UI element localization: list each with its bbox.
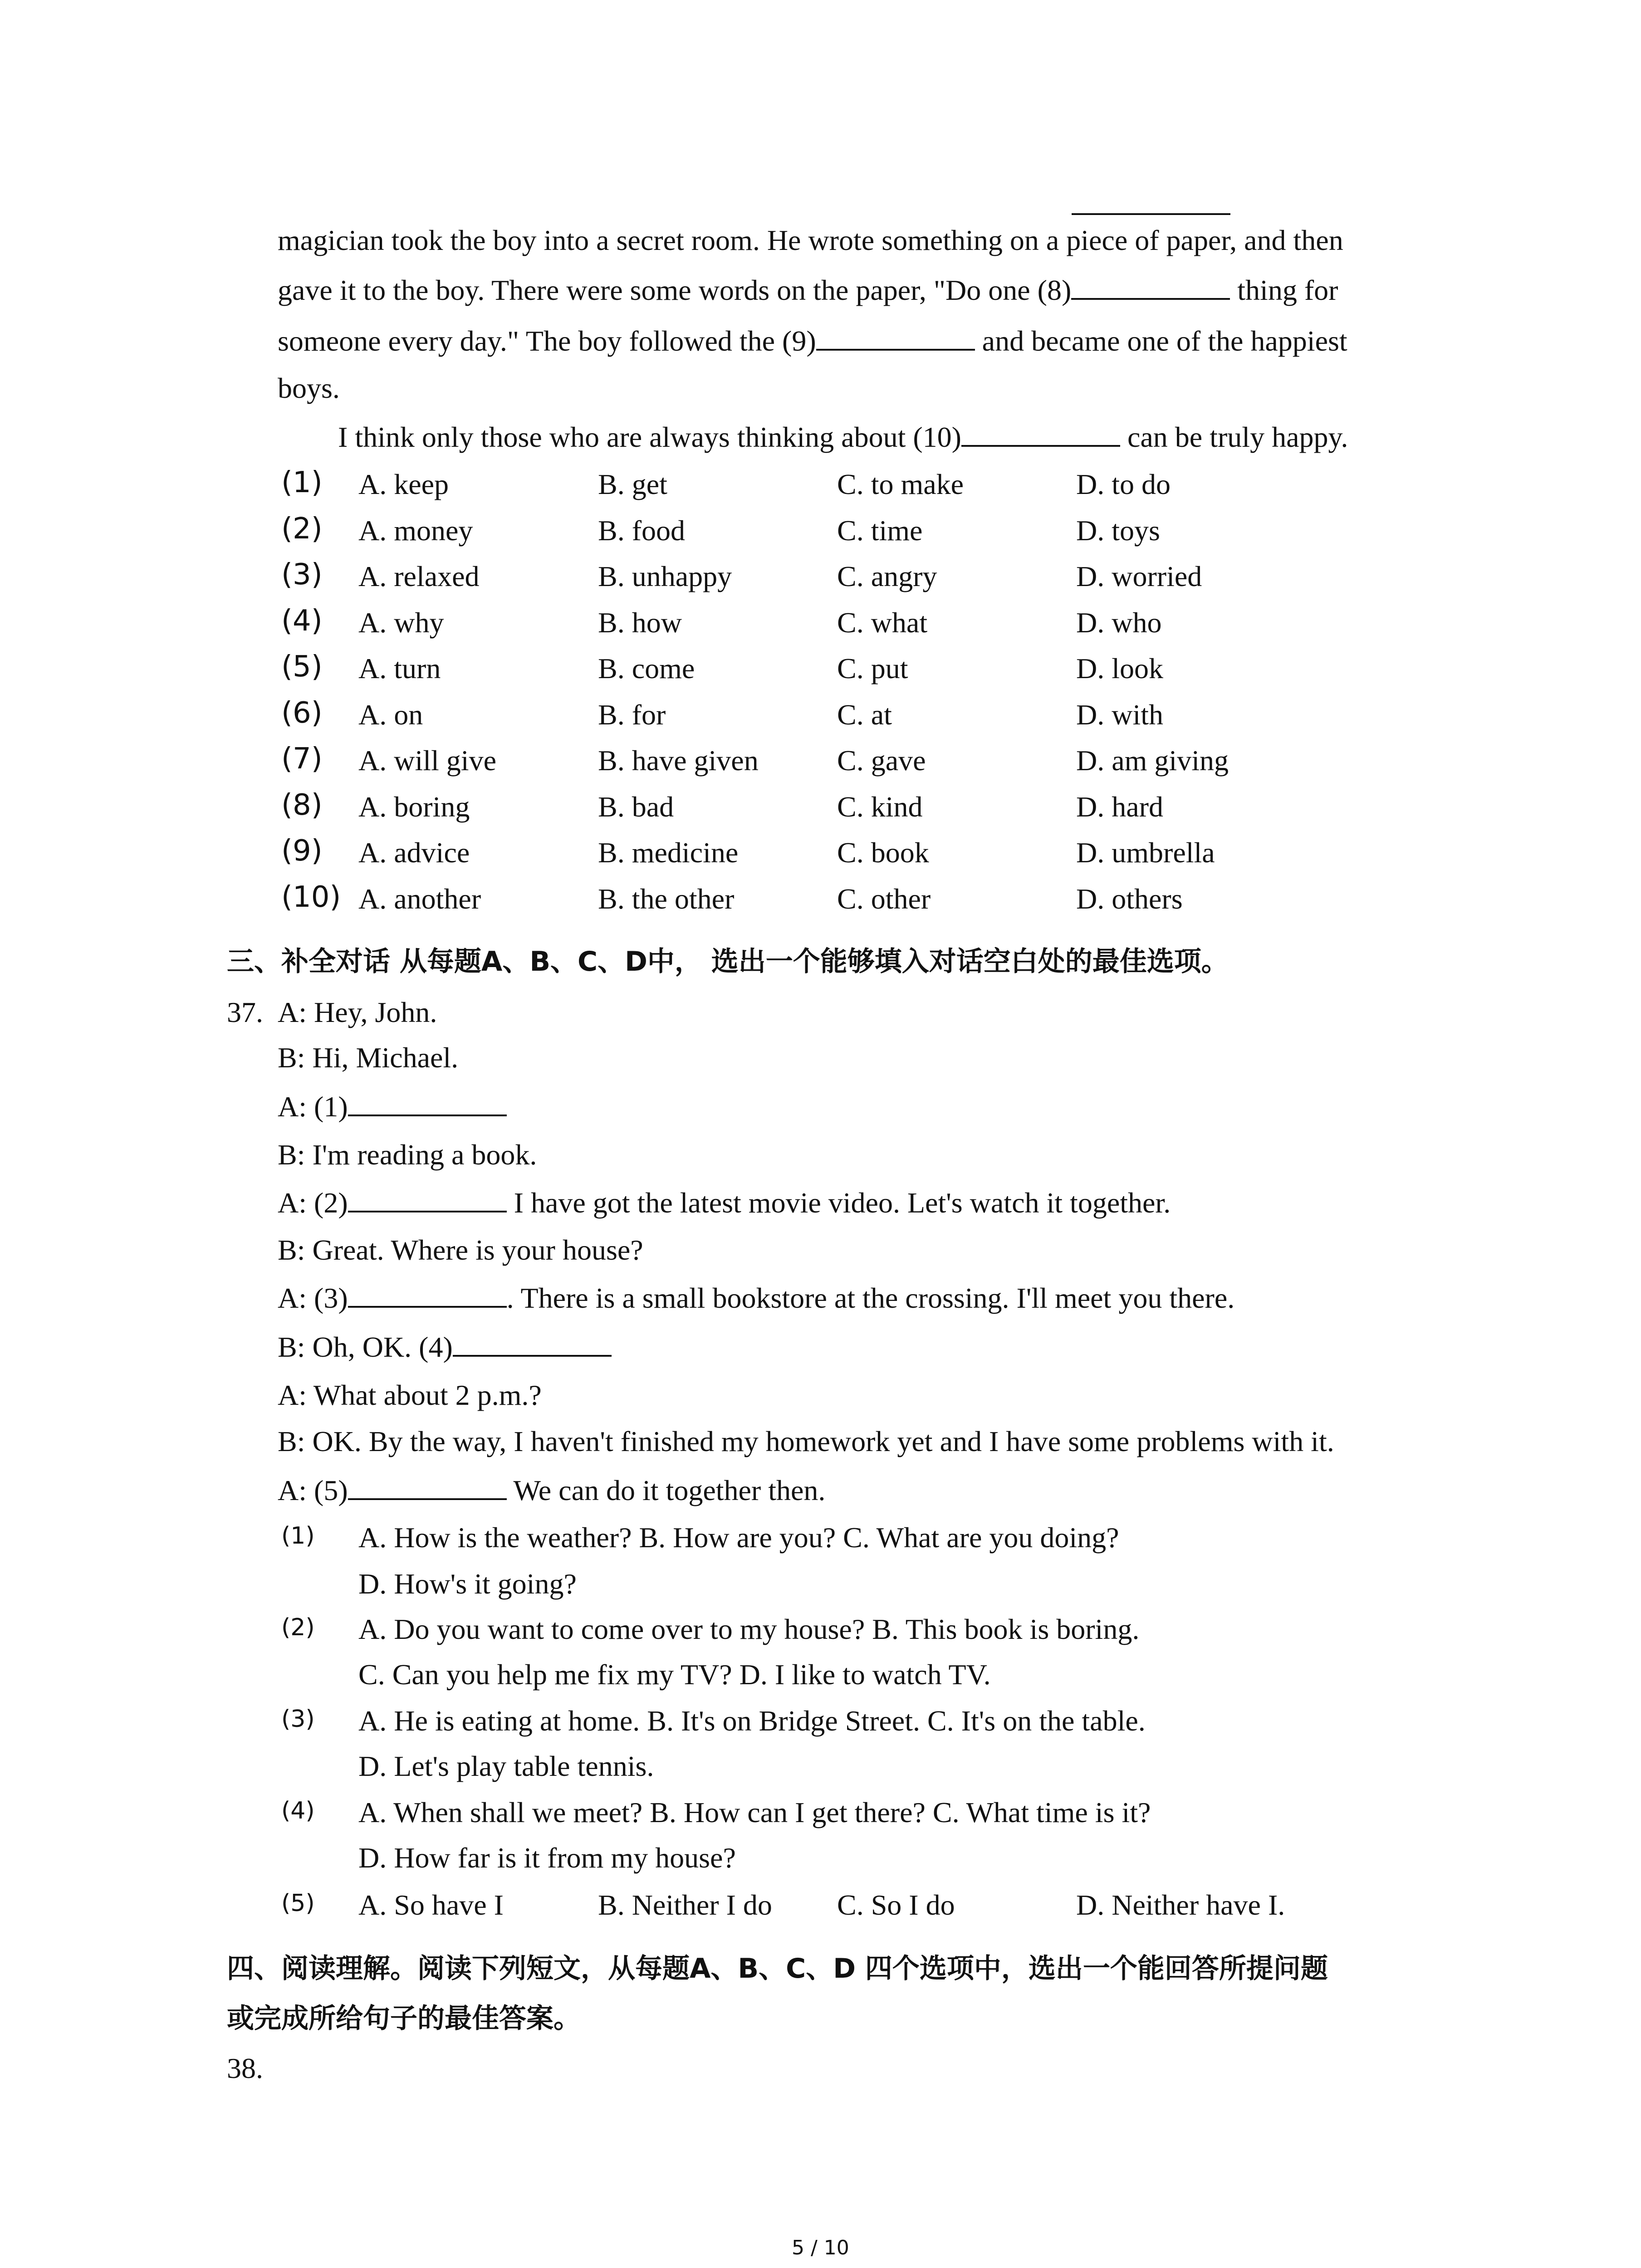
option-number: (4) bbox=[281, 604, 323, 638]
option-b: B. get bbox=[598, 468, 667, 500]
option-d: D. hard bbox=[1076, 790, 1163, 823]
option-row bbox=[0, 605, 1641, 641]
option-number: (8) bbox=[281, 788, 323, 822]
passage-line: gave it to the boy. There were some words on the paper, "Do one (8) thing for bbox=[278, 272, 1338, 308]
option-c: C. gave bbox=[837, 744, 926, 777]
option-a: A. keep bbox=[358, 468, 449, 500]
question-number: 38. bbox=[227, 2052, 263, 2084]
dialog-line: A: (3) . There is a small bookstore at the crossing. I'll meet you there. bbox=[278, 1280, 1234, 1316]
option-number: (2) bbox=[281, 1614, 315, 1641]
option-line: D. How far is it from my house? bbox=[358, 1842, 736, 1874]
option-d: D. Neither have I. bbox=[1076, 1889, 1285, 1921]
option-a: A. relaxed bbox=[358, 560, 480, 592]
option-d: D. umbrella bbox=[1076, 836, 1215, 869]
answer-blank bbox=[1071, 273, 1230, 300]
dialog-line: B: OK. By the way, I haven't finished my homework yet and I have some problems with it. bbox=[278, 1425, 1334, 1457]
option-a: A. will give bbox=[358, 744, 496, 777]
option-a: A. turn bbox=[358, 652, 441, 684]
dialog-line: A: (2) I have got the latest movie video. Let's watch it together. bbox=[278, 1185, 1171, 1221]
option-b: B. come bbox=[598, 652, 695, 684]
option-b: B. the other bbox=[598, 882, 735, 915]
option-number: (1) bbox=[281, 466, 323, 499]
option-line: A. Do you want to come over to my house? B. This book is boring. bbox=[358, 1613, 1140, 1645]
option-a: A. another bbox=[358, 882, 481, 915]
dialog-line: A: Hey, John. bbox=[278, 996, 437, 1028]
passage-line: boys. bbox=[278, 372, 340, 404]
option-d: D. to do bbox=[1076, 468, 1171, 500]
option-b: B. for bbox=[598, 698, 666, 731]
option-row bbox=[0, 835, 1641, 871]
option-c: C. to make bbox=[837, 468, 964, 500]
option-b: B. how bbox=[598, 606, 682, 639]
option-number: (9) bbox=[281, 834, 323, 868]
answer-blank bbox=[348, 1089, 507, 1116]
option-b: B. food bbox=[598, 514, 685, 547]
option-c: C. at bbox=[837, 698, 892, 731]
option-row bbox=[0, 513, 1641, 549]
section-heading: 三、补全对话 从每题A、B、C、D中， 选出一个能够填入对话空白处的最佳选项。 bbox=[227, 946, 1229, 978]
option-row bbox=[0, 466, 1641, 503]
option-row bbox=[0, 881, 1641, 917]
option-a: A. on bbox=[358, 698, 423, 731]
option-d: D. look bbox=[1076, 652, 1163, 684]
option-d: D. who bbox=[1076, 606, 1162, 639]
option-number: (2) bbox=[281, 512, 323, 546]
option-row bbox=[0, 697, 1641, 733]
option-line: A. He is eating at home. B. It's on Bridge Street. C. It's on the table. bbox=[358, 1705, 1146, 1737]
option-number: (6) bbox=[281, 696, 323, 730]
option-number: (3) bbox=[281, 1706, 315, 1733]
dialog-line: A: What about 2 p.m.? bbox=[278, 1379, 542, 1411]
option-d: D. toys bbox=[1076, 514, 1160, 547]
option-d: D. with bbox=[1076, 698, 1163, 731]
option-a: A. money bbox=[358, 514, 473, 547]
option-a: A. boring bbox=[358, 790, 470, 823]
option-number: (3) bbox=[281, 558, 323, 591]
option-number: (4) bbox=[281, 1797, 315, 1824]
option-line: D. How's it going? bbox=[358, 1568, 577, 1600]
option-c: C. kind bbox=[837, 790, 923, 823]
dialog-line: B: Oh, OK. (4) bbox=[278, 1329, 612, 1365]
option-c: C. book bbox=[837, 836, 929, 869]
option-a: A. why bbox=[358, 606, 444, 639]
dialog-line: B: I'm reading a book. bbox=[278, 1139, 537, 1171]
option-c: C. time bbox=[837, 514, 923, 547]
passage-line: magician took the boy into a secret room. He wrote something on a piece of paper, and then bbox=[278, 224, 1343, 256]
option-a: A. advice bbox=[358, 836, 470, 869]
dialog-line: A: (1) bbox=[278, 1089, 507, 1125]
answer-blank bbox=[348, 1473, 507, 1500]
dialog-line: B: Great. Where is your house? bbox=[278, 1234, 643, 1266]
question-number: 37. bbox=[227, 996, 263, 1028]
option-number: (1) bbox=[281, 1522, 315, 1549]
section-heading: 或完成所给句子的最佳答案。 bbox=[227, 2003, 581, 2034]
dialog-line: B: Hi, Michael. bbox=[278, 1041, 459, 1074]
passage-line: I think only those who are always thinking about (10) can be truly happy. bbox=[338, 419, 1348, 455]
option-b: B. unhappy bbox=[598, 560, 732, 592]
page-number: 5 / 10 bbox=[792, 2236, 849, 2259]
section-heading: 四、阅读理解。阅读下列短文，从每题A、B、C、D 四个选项中，选出一个能回答所提问题 bbox=[227, 1953, 1328, 1984]
option-c: C. other bbox=[837, 882, 931, 915]
option-b: B. medicine bbox=[598, 836, 739, 869]
answer-blank bbox=[348, 1185, 507, 1212]
option-a: A. So have I bbox=[358, 1889, 504, 1921]
option-row bbox=[0, 650, 1641, 687]
option-number: (7) bbox=[281, 742, 323, 776]
option-c: C. what bbox=[837, 606, 928, 639]
option-b: B. have given bbox=[598, 744, 759, 777]
option-line: C. Can you help me fix my TV? D. I like to watch TV. bbox=[358, 1658, 991, 1691]
option-line: A. When shall we meet? B. How can I get there? C. What time is it? bbox=[358, 1796, 1151, 1828]
answer-blank bbox=[348, 1281, 507, 1308]
dialog-line: A: (5) We can do it together then. bbox=[278, 1472, 825, 1509]
option-row bbox=[0, 558, 1641, 595]
option-row bbox=[0, 789, 1641, 825]
answer-blank bbox=[961, 420, 1120, 447]
answer-blank bbox=[453, 1330, 612, 1357]
option-c: C. put bbox=[837, 652, 908, 684]
answer-blank bbox=[1072, 213, 1230, 215]
option-number: (5) bbox=[281, 650, 323, 684]
option-d: D. am giving bbox=[1076, 744, 1229, 777]
option-number: (5) bbox=[281, 1890, 315, 1917]
option-b: B. Neither I do bbox=[598, 1889, 772, 1921]
option-row bbox=[0, 743, 1641, 779]
passage-line: someone every day." The boy followed the (9) and became one of the happiest bbox=[278, 323, 1347, 359]
option-number: (10) bbox=[281, 880, 341, 914]
option-c: C. So I do bbox=[837, 1889, 955, 1921]
option-line: D. Let's play table tennis. bbox=[358, 1750, 654, 1782]
option-b: B. bad bbox=[598, 790, 674, 823]
option-d: D. others bbox=[1076, 882, 1183, 915]
answer-blank bbox=[816, 323, 975, 351]
option-c: C. angry bbox=[837, 560, 937, 592]
option-line: A. How is the weather? B. How are you? C. What are you doing? bbox=[358, 1521, 1119, 1554]
option-d: D. worried bbox=[1076, 560, 1202, 592]
